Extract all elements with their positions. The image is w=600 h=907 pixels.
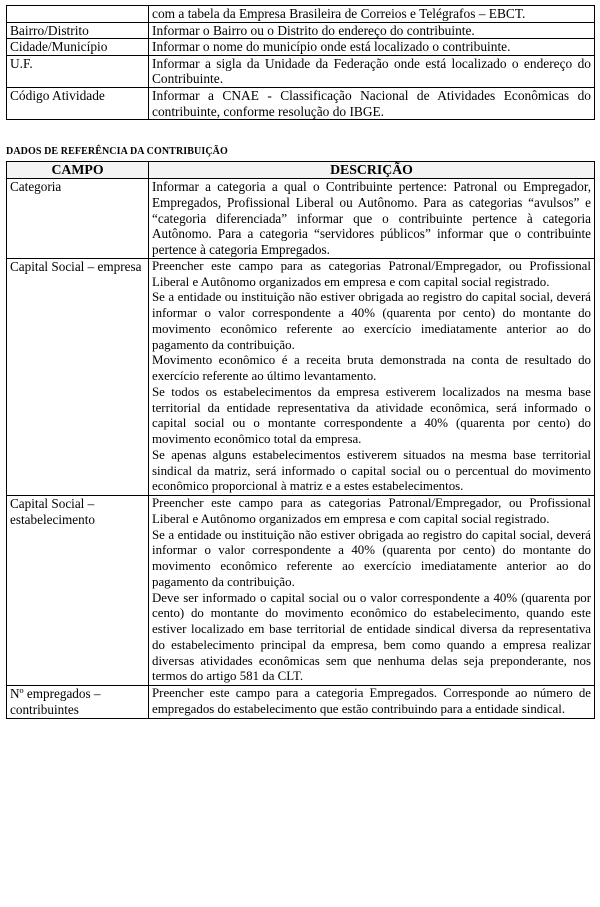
address-fields-table [6, 5, 595, 120]
section-title: DADOS DE REFERÊNCIA DA CONTRIBUIÇÃO [6, 146, 228, 157]
table-row [7, 39, 595, 56]
field-description [149, 686, 595, 719]
table-row [7, 22, 595, 39]
field-description: Informar o nome do município onde está localizado o contribuinte. [149, 39, 595, 56]
description-paragraph: Preencher este campo para a categoria Empregados. Corresponde ao número de empregados do estabelecimento que estão contribuindo para a entidade sindical. [152, 686, 591, 716]
field-name: Categoria [7, 179, 149, 259]
column-header-campo: CAMPO [7, 162, 149, 179]
description-paragraph: Preencher este campo para as categorias Patronal/Empregador, ou Profissional Liberal e Autônomo organizados em empresa e com capital social registrado. [152, 258, 591, 289]
table-row [7, 179, 595, 259]
field-name: Cidade/Município [7, 39, 149, 56]
description-paragraph: Deve ser informado o capital social ou o valor correspondente a 40% (quarenta por cento) do montante do movimento econômico do estabelecimento, quando este estiver localizado em base territorial de entidade sindical diversa da representativa do estabelecimento principal da empresa, bem como quando a empresa realizar diversas atividades econômicas sem que nenhuma delas seja preponderante, nos termos do artigo 581 da CLT. [152, 590, 591, 684]
table-row [7, 686, 595, 719]
table-row [7, 258, 595, 495]
table-row [7, 6, 595, 23]
description-paragraph: Preencher este campo para as categorias Patronal/Empregador, ou Profissional Liberal e Autônomo organizados em empresa e com capital social registrado. [152, 496, 591, 526]
field-description: Informar o Bairro ou o Distrito do endereço do contribuinte. [149, 22, 595, 39]
field-description: com a tabela da Empresa Brasileira de Correios e Telégrafos – EBCT. [149, 6, 595, 23]
field-name [7, 6, 149, 23]
field-name: U.F. [7, 55, 149, 87]
field-name: Código Atividade [7, 87, 149, 119]
table-row [7, 87, 595, 119]
field-description [149, 258, 595, 495]
description-paragraph: Informar a categoria a qual o Contribuinte pertence: Patronal ou Empregador, Empregados, Profissional Liberal ou Autônomo. Para as categorias “avulsos” e “categoria diferenciada” informar que o contribuinte pertence à categoria Autônomo. Para a categoria “servidores públicos” informar que o contribuinte pertence à categoria Empregados. [152, 179, 591, 257]
field-name: Capital Social – estabelecimento [7, 496, 149, 686]
description-paragraph: Se a entidade ou instituição não estiver obrigada ao registro do capital social, deverá informar o valor correspondente a 40% (quarenta por cento) do montante do movimento econômico referente ao exercício imediatamente anterior ao do pagamento da contribuição. [152, 527, 591, 589]
table-row [7, 55, 595, 87]
field-description [149, 179, 595, 259]
table-row [7, 496, 595, 686]
field-name: Nº empregados – contribuintes [7, 686, 149, 719]
description-paragraph: Se a entidade ou instituição não estiver obrigada ao registro do capital social, deverá informar o valor correspondente a 40% (quarenta por cento) do montante do movimento econômico referente ao exercício imediatamente anterior ao do pagamento da contribuição. [152, 290, 591, 352]
field-description [149, 496, 595, 686]
description-paragraph: Se todos os estabelecimentos da empresa estiverem localizados na mesma base territorial da entidade representativa da atividade econômica, será informado o capital social ou o montante correspondente a 40% (quarenta por cento) do movimento econômico total da empresa. [152, 384, 591, 446]
field-description: Informar a CNAE - Classificação Nacional de Atividades Econômicas do contribuinte, conforme resolução do IBGE. [149, 87, 595, 119]
description-paragraph: Se apenas alguns estabelecimentos estiverem situados na mesma base territorial sindical da matriz, será informado o capital social ou o percentual do movimento econômico proporcional à matriz e a estes estabelecimentos. [152, 447, 591, 494]
field-name: Bairro/Distrito [7, 22, 149, 39]
column-header-descricao: DESCRIÇÃO [149, 162, 595, 179]
table-header-row [7, 162, 595, 179]
field-description: Informar a sigla da Unidade da Federação onde está localizado o endereço do Contribuinte. [149, 55, 595, 87]
field-name: Capital Social – empresa [7, 258, 149, 495]
description-paragraph: Movimento econômico é a receita bruta demonstrada na conta de resultado do exercício referente ao último levantamento. [152, 353, 591, 383]
contribution-reference-table [6, 161, 595, 719]
